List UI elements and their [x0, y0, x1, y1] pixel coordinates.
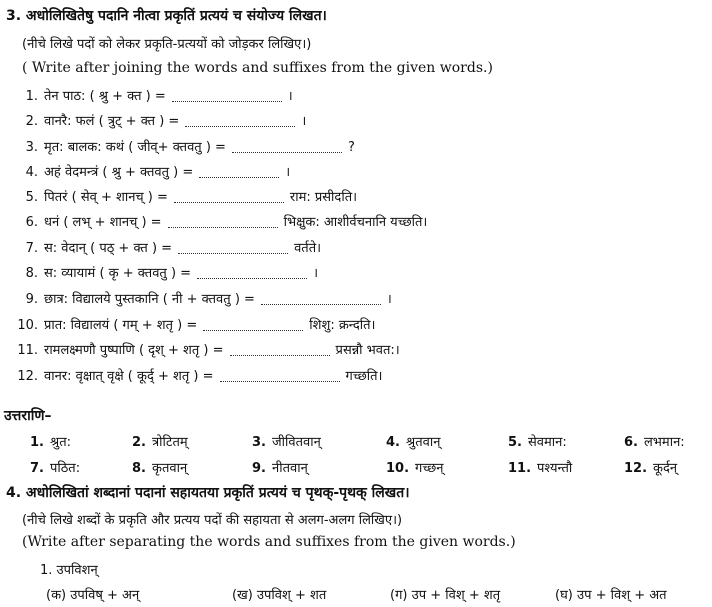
question-text: वानर: वृक्षात् वृक्षे ( कूर्द् + शतृ ) = — [44, 369, 214, 384]
question-row — [14, 340, 400, 358]
question-number: 7. — [25, 241, 38, 256]
question-row — [14, 289, 392, 307]
question-row — [14, 263, 318, 281]
question-row — [14, 137, 355, 155]
answer-value: पश्यन्तौ — [537, 461, 573, 476]
answer-value: त्रोटितम् — [151, 435, 188, 450]
question-text: छात्र: विद्यालये पुस्तकानि ( नी + क्तवतु ) = — [44, 292, 255, 307]
answer-item — [252, 432, 321, 450]
section3-title: 3. अधोलिखितेषु पदानि नीत्वा प्रकृतिं प्रत्ययं च संयोज्य लिखत। — [6, 8, 327, 24]
question-row — [14, 212, 427, 230]
question-text: तेन पाठ: ( श्रु + क्त ) = — [44, 89, 166, 104]
answer-item — [508, 458, 572, 476]
question-text: अहं वेदमन्त्रं ( श्रु + क्तवतु ) = — [44, 165, 194, 180]
question-number: 2. — [25, 114, 38, 129]
answer-number: 10. — [386, 461, 410, 476]
answer-number: 6. — [624, 435, 638, 450]
answer-number: 1. — [30, 435, 44, 450]
question-suffix-text: । — [287, 89, 293, 104]
question-text: प्रात: विद्यालयं ( गम् + शतृ ) = — [44, 318, 198, 333]
question-row — [14, 315, 375, 333]
option-kha: (ख) उपविश् + शत — [232, 588, 327, 603]
answer-number: 5. — [508, 435, 522, 450]
question-suffix-text: । — [285, 165, 291, 180]
answer-item — [132, 458, 187, 476]
answer-item — [624, 432, 685, 450]
answer-item — [508, 432, 567, 450]
answer-item — [30, 432, 71, 450]
answer-value: कूर्दन् — [653, 461, 678, 476]
section3-hindi-instruction: (नीचे लिखे पदों को लेकर प्रकृति-प्रत्ययों को जोड़कर लिखिए।) — [22, 37, 312, 52]
question-suffix-text: ? — [347, 140, 355, 155]
question-suffix-text: राम: प्रसीदति। — [289, 190, 358, 205]
answer-blank — [197, 268, 307, 279]
answer-value: श्रुत: — [49, 435, 71, 450]
answer-number: 11. — [508, 461, 532, 476]
answer-blank — [168, 217, 278, 228]
answer-blank — [172, 91, 282, 102]
answer-number: 3. — [252, 435, 266, 450]
question-number: 11. — [17, 343, 38, 358]
answer-value: श्रुतवान् — [405, 435, 441, 450]
question-suffix-text: । — [301, 114, 307, 129]
answer-item — [30, 458, 80, 476]
question-number: 4. — [25, 165, 38, 180]
answer-blank — [232, 142, 342, 153]
answer-number: 4. — [386, 435, 400, 450]
question-number: 1. — [25, 89, 38, 104]
question-number: 3. — [25, 140, 38, 155]
question-suffix-text: प्रसन्नौ भवत:। — [335, 343, 400, 358]
question-text: रामलक्ष्मणौ पुष्पाणि ( दृश् + शतृ ) = — [44, 343, 224, 358]
answer-number: 9. — [252, 461, 266, 476]
option-ga: (ग) उप + विश् + शतृ — [390, 588, 501, 603]
question-row — [14, 187, 357, 205]
question-suffix-text: वर्तते। — [294, 241, 322, 256]
question-text: वानरै: फलं ( त्रुट् + क्त ) = — [44, 114, 180, 129]
answer-blank — [185, 116, 295, 127]
section4-english-instruction: (Write after separating the words and suffixes from the given words.) — [22, 534, 516, 550]
option-ka: (क) उपविष् + अन् — [46, 588, 140, 603]
answer-value: कृतवान् — [151, 461, 188, 476]
question-row — [14, 111, 306, 129]
answer-number: 7. — [30, 461, 44, 476]
answer-value: नीतवान् — [271, 461, 308, 476]
question-text: धनं ( लभ् + शानच् ) = — [44, 215, 162, 230]
question-text: पितरं ( सेव् + शानच् ) = — [44, 190, 168, 205]
answer-value: सेवमान: — [527, 435, 567, 450]
question-row — [14, 86, 293, 104]
question-suffix-text: । — [386, 292, 392, 307]
question-number: 6. — [25, 215, 38, 230]
answer-blank — [220, 371, 340, 382]
answer-blank — [174, 192, 284, 203]
answer-number: 2. — [132, 435, 146, 450]
answer-blank — [178, 243, 288, 254]
answer-item — [132, 432, 188, 450]
section4-title: 4. अधोलिखितां शब्दानां पदानां सहायतया प्रकृतिं प्रत्ययं च पृथक्-पृथक् लिखत। — [6, 485, 410, 501]
question-row — [14, 366, 382, 384]
question-number: 5. — [25, 190, 38, 205]
answer-value: गच्छन् — [415, 461, 444, 476]
question-row — [14, 238, 321, 256]
answer-blank — [261, 294, 381, 305]
answer-number: 8. — [132, 461, 146, 476]
question-suffix-text: गच्छति। — [345, 369, 383, 384]
question-suffix-text: भिक्षुक: आशीर्वचनानि यच्छति। — [283, 215, 428, 230]
answer-blank — [199, 167, 279, 178]
question-suffix-text: । — [313, 266, 318, 281]
question-text: स: व्यायामं ( कृ + क्तवतु ) = — [44, 266, 192, 281]
question-text: मृत: बालक: कथं ( जीव्+ क्तवतु ) = — [44, 140, 226, 155]
question-number: 10. — [17, 318, 38, 333]
question-row — [14, 162, 290, 180]
answer-blank — [230, 345, 330, 356]
answer-item — [386, 432, 440, 450]
answer-item — [624, 458, 677, 476]
answers-label: उत्तराणि– — [4, 408, 52, 424]
answer-number: 12. — [624, 461, 648, 476]
answer-item — [386, 458, 443, 476]
section3-english-instruction: ( Write after joining the words and suffixes from the given words.) — [22, 60, 493, 76]
question-text: स: वेदान् ( पठ् + क्त ) = — [44, 241, 173, 256]
question-number: 8. — [25, 266, 38, 281]
answer-value: जीवितवान् — [271, 435, 321, 450]
option-gha: (घ) उप + विश् + अत — [555, 588, 667, 603]
answer-value: पठित: — [49, 461, 81, 476]
section4-hindi-instruction: (नीचे लिखे शब्दों के प्रकृति और प्रत्यय पदों की सहायता से अलग-अलग लिखिए।) — [22, 513, 403, 528]
answer-item — [252, 458, 308, 476]
answer-blank — [203, 320, 303, 331]
question-suffix-text: शिशु: क्रन्दति। — [309, 318, 376, 333]
section4-question-1: 1. उपविशन् — [40, 563, 98, 578]
question-number: 9. — [25, 292, 38, 307]
question-number: 12. — [17, 369, 38, 384]
answer-value: लभमान: — [643, 435, 685, 450]
